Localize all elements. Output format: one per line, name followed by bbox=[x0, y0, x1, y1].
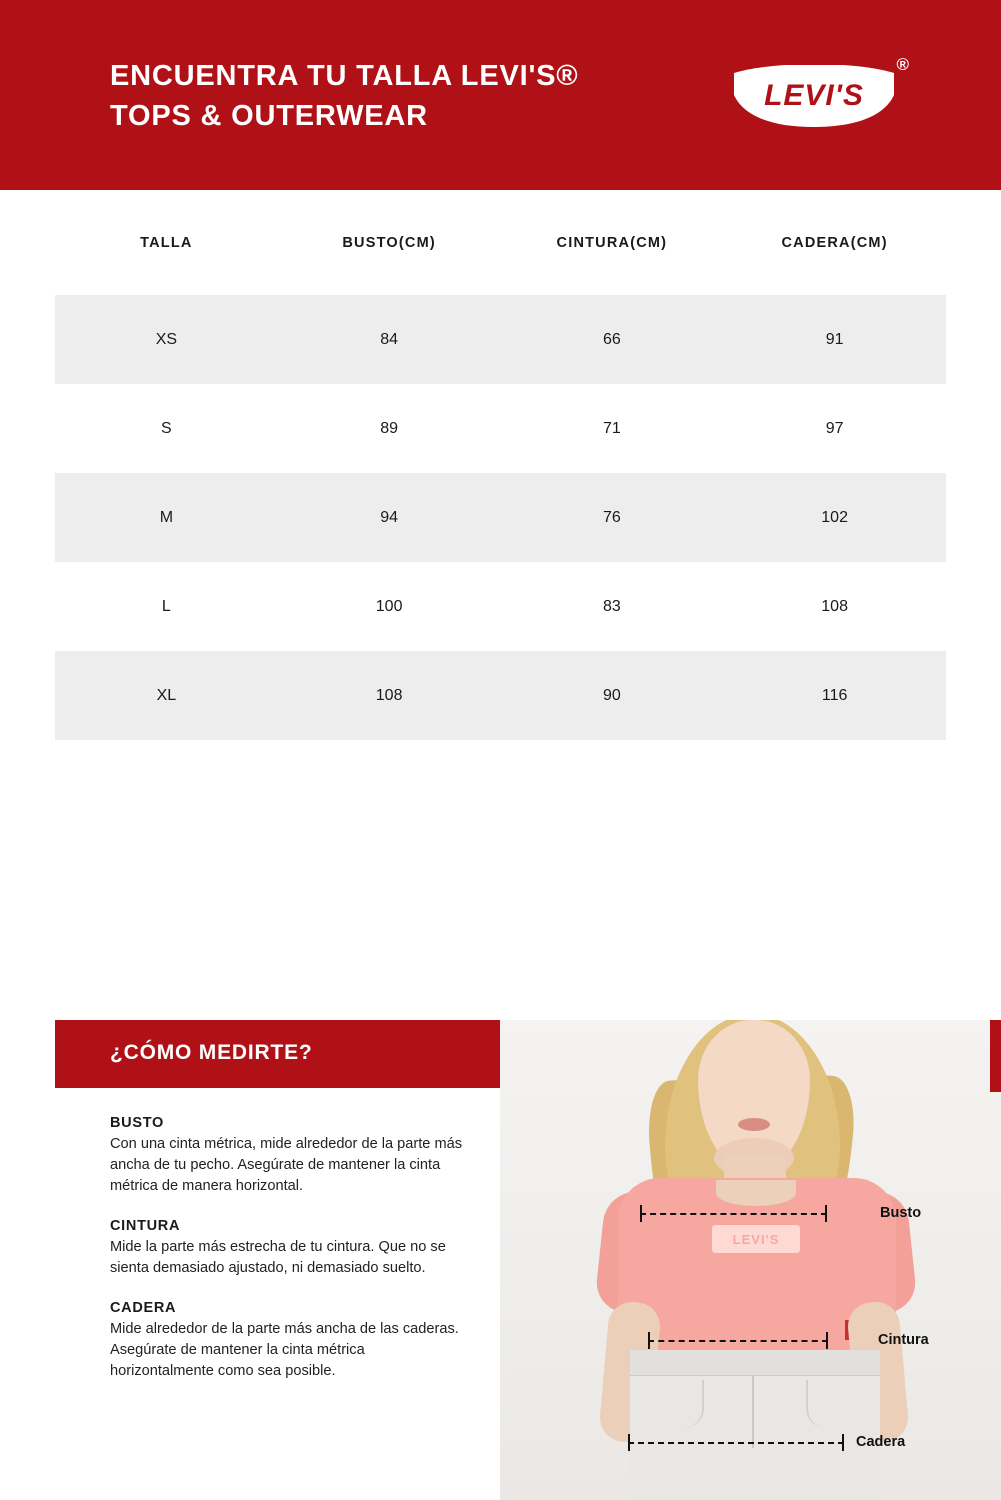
how-to-measure-banner bbox=[55, 1020, 503, 1088]
cell-hip: 97 bbox=[723, 384, 946, 473]
page-title-line-1: ENCUENTRA TU TALLA LEVI'S® bbox=[110, 60, 579, 92]
cell-bust: 94 bbox=[278, 473, 501, 562]
measure-block-waist-body: Mide la parte más estrecha de tu cintura. Que no se sienta demasiado ajustado, ni demasiado suelto. bbox=[110, 1239, 446, 1276]
measure-block-bust bbox=[110, 1115, 470, 1197]
bust-measure-cap-left bbox=[640, 1205, 642, 1222]
page-title-line-2: TOPS & OUTERWEAR bbox=[110, 100, 428, 132]
waist-measure-cap-left bbox=[648, 1332, 650, 1349]
size-table-area bbox=[0, 190, 1001, 740]
registered-trademark-symbol: ® bbox=[896, 55, 909, 74]
bust-measure-cap-right bbox=[825, 1205, 827, 1222]
levis-batwing-icon bbox=[734, 65, 894, 127]
measure-instructions bbox=[110, 1115, 470, 1403]
tshirt-collar bbox=[716, 1180, 796, 1206]
column-header-busto: BUSTO(CM) bbox=[342, 234, 436, 251]
jeans-waistband bbox=[630, 1350, 880, 1376]
size-chart-table bbox=[55, 190, 946, 740]
photo-red-strip bbox=[990, 1020, 1001, 1092]
tshirt-logo: LEVI'S bbox=[712, 1225, 800, 1253]
table-row bbox=[55, 651, 946, 740]
measure-block-bust-title: BUSTO bbox=[110, 1115, 164, 1131]
cell-waist: 76 bbox=[501, 473, 724, 562]
cell-hip: 91 bbox=[723, 295, 946, 384]
cell-waist: 83 bbox=[501, 562, 724, 651]
cell-size: XL bbox=[55, 651, 278, 740]
cell-size: L bbox=[55, 562, 278, 651]
cell-size: M bbox=[55, 473, 278, 562]
bust-measure-label: Busto bbox=[880, 1205, 922, 1221]
page-header bbox=[0, 0, 1001, 190]
table-row bbox=[55, 384, 946, 473]
waist-measure-label: Cintura bbox=[878, 1332, 929, 1348]
column-header-cadera: CADERA(CM) bbox=[781, 234, 888, 251]
cell-hip: 116 bbox=[723, 651, 946, 740]
cell-waist: 90 bbox=[501, 651, 724, 740]
lips bbox=[738, 1118, 770, 1131]
measure-block-bust-body: Con una cinta métrica, mide alrededor de la parte más ancha de tu pecho. Asegúrate de mantener la cinta métrica de manera horizontal. bbox=[110, 1136, 463, 1194]
page-title bbox=[110, 56, 730, 136]
cell-size: S bbox=[55, 384, 278, 473]
model-photo bbox=[500, 1020, 1001, 1500]
bust-measure-line bbox=[640, 1213, 827, 1215]
cell-hip: 108 bbox=[723, 562, 946, 651]
table-header-row bbox=[55, 190, 946, 295]
waist-measure-line bbox=[648, 1340, 828, 1342]
svg-text:LEVI'S: LEVI'S bbox=[764, 79, 864, 112]
waist-measure-cap-right bbox=[826, 1332, 828, 1349]
column-header-talla: TALLA bbox=[140, 234, 193, 251]
hip-measure-label: Cadera bbox=[856, 1434, 906, 1450]
cell-size: XS bbox=[55, 295, 278, 384]
hip-measure-line bbox=[628, 1442, 844, 1444]
levis-logo bbox=[734, 55, 909, 137]
measure-block-waist bbox=[110, 1218, 470, 1279]
cell-waist: 71 bbox=[501, 384, 724, 473]
how-to-measure-title: ¿CÓMO MEDIRTE? bbox=[110, 1041, 313, 1064]
table-row bbox=[55, 295, 946, 384]
cell-bust: 100 bbox=[278, 562, 501, 651]
measure-block-hip-title: CADERA bbox=[110, 1300, 177, 1316]
cell-hip: 102 bbox=[723, 473, 946, 562]
measure-block-hip-body: Mide alrededor de la parte más ancha de las caderas. Asegúrate de mantener la cinta métrica horizontalmente como sea posible. bbox=[110, 1321, 459, 1379]
column-header-cintura: CINTURA(CM) bbox=[556, 234, 668, 251]
jeans-pocket-left bbox=[652, 1380, 704, 1428]
cell-bust: 108 bbox=[278, 651, 501, 740]
cell-bust: 89 bbox=[278, 384, 501, 473]
cell-bust: 84 bbox=[278, 295, 501, 384]
table-row bbox=[55, 473, 946, 562]
hip-measure-cap-right bbox=[842, 1434, 844, 1451]
table-row bbox=[55, 562, 946, 651]
measure-block-waist-title: CINTURA bbox=[110, 1218, 181, 1234]
measure-block-hip bbox=[110, 1300, 470, 1382]
how-to-measure-section bbox=[0, 1005, 1001, 1500]
jeans-pocket-right bbox=[806, 1380, 858, 1428]
jeans-fly bbox=[752, 1376, 754, 1448]
hip-measure-cap-left bbox=[628, 1434, 630, 1451]
cell-waist: 66 bbox=[501, 295, 724, 384]
